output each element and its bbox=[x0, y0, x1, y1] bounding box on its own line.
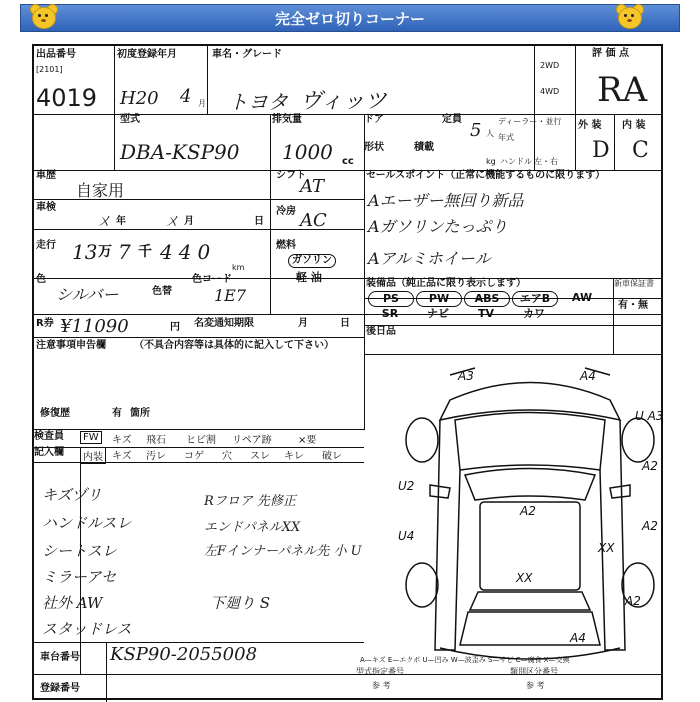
new-warranty-label: 新車保証書 bbox=[614, 279, 654, 288]
sales-point-label: セールスポイント（正常に機能するものに限ります） bbox=[366, 170, 606, 181]
check-cut: キレ bbox=[284, 451, 304, 462]
repair-history-label: 修復歴 bbox=[40, 408, 70, 419]
lot-number-label: 出品番号 bbox=[36, 49, 76, 60]
category-number-label: 類別区分番号 bbox=[510, 667, 558, 676]
car-name-label: 車名・グレード bbox=[212, 49, 282, 60]
name-change-day: 日 bbox=[340, 318, 350, 329]
month-unit: 月 bbox=[198, 99, 206, 108]
shape-label: 形状 bbox=[364, 142, 384, 153]
title-banner bbox=[20, 4, 680, 32]
equipment-pw: PW bbox=[416, 291, 462, 307]
remark-3: シートスレ bbox=[42, 542, 117, 560]
diagram-u2: U2 bbox=[398, 479, 415, 493]
2wd-label: 2WD bbox=[540, 61, 560, 70]
door-label: ドア bbox=[364, 114, 384, 125]
sales-point-2: Aガソリンたっぷり bbox=[368, 217, 508, 236]
bear-mascot-icon-left bbox=[26, 2, 60, 32]
model-label: 型式 bbox=[120, 114, 140, 125]
damage-legend: A—キズ E—エクボ U—凹み W—波歪み S—サビ C—腐食 X—交換 bbox=[360, 656, 570, 664]
check-scratch: キズ bbox=[112, 435, 132, 446]
diagram-xx-rear: XX bbox=[516, 571, 533, 585]
diagram-a2-mid: A2 bbox=[520, 504, 536, 518]
fuel-light-oil: 軽 油 bbox=[296, 271, 322, 284]
cc-unit: cc bbox=[342, 156, 354, 167]
color-value: シルバー bbox=[56, 285, 119, 304]
inspection-label: 車検 bbox=[36, 202, 56, 213]
check-need: ×要 bbox=[298, 435, 317, 446]
handle-label: ハンドル bbox=[500, 157, 532, 166]
remark-4: ミラーアセ bbox=[42, 568, 117, 586]
km-unit: km bbox=[232, 263, 245, 272]
banner-title: 完全ゼロ切りコーナー bbox=[274, 10, 425, 28]
frame-number-label: 車台番号 bbox=[40, 652, 80, 663]
notes-label: 注意事項申告欄 bbox=[36, 340, 106, 351]
check-tear: 破レ bbox=[322, 451, 342, 462]
first-registration-label: 初度登録年月 bbox=[117, 49, 177, 60]
diagram-u4: U4 bbox=[398, 529, 415, 543]
year-unit: 年 bbox=[116, 216, 126, 227]
model-year-label: 年式 bbox=[498, 133, 514, 142]
kg-unit: kg bbox=[486, 157, 496, 166]
yen-unit: 円 bbox=[170, 322, 180, 333]
capacity-label: 定員 bbox=[442, 114, 462, 125]
first-reg-era: H20 bbox=[120, 88, 159, 109]
name-change-month: 月 bbox=[298, 318, 308, 329]
color-code-value: 1E7 bbox=[214, 286, 247, 305]
diagram-a3-top: A3 bbox=[458, 369, 474, 383]
man-unit: 万 bbox=[98, 244, 112, 260]
car-damage-diagram bbox=[380, 360, 680, 660]
equipment-leather: カワ bbox=[523, 307, 545, 320]
check-crack: ヒビ割 bbox=[186, 435, 216, 446]
registration-number-label: 登録番号 bbox=[40, 683, 80, 694]
check-chip: 飛石 bbox=[146, 435, 166, 446]
remark-right-4: 下廻り S bbox=[210, 594, 271, 612]
remark-2: ハンドルスレ bbox=[42, 514, 132, 532]
equipment-abs: ABS bbox=[464, 291, 510, 307]
remark-6: スタッドレス bbox=[42, 620, 132, 638]
color-code-label: 色コード bbox=[192, 274, 232, 285]
frame-number-value: KSP90-2055008 bbox=[110, 644, 258, 665]
remark-1: キズヅリ bbox=[42, 486, 102, 504]
mileage-10k-value: 13 bbox=[72, 240, 98, 264]
mileage-label: 走行 bbox=[36, 240, 56, 251]
displacement-label: 排気量 bbox=[272, 114, 302, 125]
reference-1: 参 考 bbox=[372, 681, 391, 690]
deadline-label: 後日品 bbox=[366, 326, 396, 337]
inspection-month-unit: 月 bbox=[184, 216, 194, 227]
entry-field-label: 記入欄 bbox=[34, 447, 64, 458]
recycle-label: R券 bbox=[36, 318, 54, 329]
load-label: 積載 bbox=[414, 142, 434, 153]
first-reg-month: 4 bbox=[180, 86, 192, 107]
check-hole: 穴 bbox=[222, 451, 232, 462]
model-name-value: ヴィッツ bbox=[300, 89, 387, 114]
recycle-fee-value: ¥11090 bbox=[60, 316, 129, 337]
check-rub: スレ bbox=[250, 451, 270, 462]
diagram-a2-right1: A2 bbox=[642, 459, 658, 473]
doors-value: 5 bbox=[470, 120, 482, 141]
equipment-tv: TV bbox=[477, 307, 495, 320]
inspection-month-value: ㄨ bbox=[164, 211, 181, 230]
remark-right-3: 左Fインナーパネル先 小 U bbox=[204, 544, 362, 559]
evaluation-label: 評 価 点 bbox=[592, 48, 629, 59]
notes-sub-label: （不具合内容等は具体的に記入して下さい） bbox=[134, 340, 334, 351]
shift-value: AT bbox=[300, 176, 325, 197]
diagram-u-a3: U A3 bbox=[635, 409, 664, 423]
sen-unit: 千 bbox=[138, 244, 152, 260]
interior-grade-value: C bbox=[632, 138, 649, 163]
cooler-label: 冷房 bbox=[276, 206, 296, 217]
inspector-label: 検査員 bbox=[34, 431, 64, 442]
equipment-sr: SR bbox=[381, 307, 399, 320]
warranty-yes-no: 有・無 bbox=[618, 300, 648, 311]
equipment-navi: ナビ bbox=[427, 307, 449, 320]
mileage-rest-value: 440 bbox=[160, 240, 217, 264]
mileage-1k-value: 7 bbox=[118, 240, 131, 264]
remark-5: 社外 AW bbox=[42, 594, 103, 612]
score-value: RA bbox=[597, 70, 648, 110]
fuel-gasoline: ガソリン bbox=[288, 254, 336, 268]
diagram-a4-top: A4 bbox=[580, 369, 596, 383]
equipment-ps: PS bbox=[368, 291, 414, 307]
location-label: 箇所 bbox=[130, 408, 150, 419]
bear-mascot-icon-right bbox=[612, 2, 646, 32]
exterior-label: 外 装 bbox=[578, 120, 602, 131]
check-interior: 内装 bbox=[80, 447, 106, 464]
diagram-a2-right2: A2 bbox=[642, 519, 658, 533]
left-right-label: 左・右 bbox=[534, 157, 558, 166]
color-change-label: 色替 bbox=[152, 286, 172, 297]
repair-yes-label: 有 bbox=[112, 408, 122, 419]
inspection-day-unit: 日 bbox=[254, 216, 264, 227]
cooler-value: AC bbox=[300, 210, 327, 231]
history-label: 車歴 bbox=[36, 170, 56, 181]
diagram-xx-right: XX bbox=[598, 541, 615, 555]
interior-label: 内 装 bbox=[622, 120, 646, 131]
persons-unit: 人 bbox=[486, 129, 494, 138]
diagram-a4-bottom: A4 bbox=[570, 631, 586, 645]
equipment-airbag: エアB bbox=[512, 291, 558, 307]
check-dirt: 汚レ bbox=[146, 451, 166, 462]
check-int-scratch: キズ bbox=[112, 451, 132, 462]
type-number-label: 型式指定番号 bbox=[356, 667, 404, 676]
sales-point-3: Aアルミホイール bbox=[368, 249, 491, 268]
equipment-label: 装備品（純正品に限り表示します） bbox=[366, 278, 526, 289]
lot-code: [2101] bbox=[36, 65, 63, 74]
check-repair-mark: リペア跡 bbox=[232, 435, 272, 446]
diagram-a2-bottom: A2 bbox=[625, 594, 641, 608]
sales-point-1: Aエーザー無回り新品 bbox=[368, 191, 524, 210]
remark-right-2: エンドパネルXX bbox=[204, 520, 301, 535]
inspection-year-value: ㄨ bbox=[96, 211, 113, 230]
fuel-label: 燃料 bbox=[276, 240, 296, 251]
model-code-value: DBA-KSP90 bbox=[120, 140, 240, 164]
reference-2: 参 考 bbox=[526, 681, 545, 690]
check-burn: コゲ bbox=[184, 451, 204, 462]
displacement-value: 1000 bbox=[282, 140, 333, 164]
make-value: トヨタ bbox=[228, 90, 288, 114]
lot-number-value: 4019 bbox=[36, 84, 98, 112]
dealer-label: ディーラー・並行 bbox=[498, 117, 562, 126]
name-change-label: 名変通知期限 bbox=[194, 318, 254, 329]
history-value: 自家用 bbox=[76, 181, 125, 200]
shift-label: シフト bbox=[276, 170, 306, 181]
color-label: 色 bbox=[36, 274, 46, 285]
remark-right-1: Rフロア 先修正 bbox=[204, 494, 296, 509]
equipment-aw: AW bbox=[571, 291, 593, 304]
4wd-label: 4WD bbox=[540, 87, 560, 96]
exterior-grade-value: D bbox=[592, 138, 610, 163]
check-fw: FW bbox=[80, 431, 102, 444]
